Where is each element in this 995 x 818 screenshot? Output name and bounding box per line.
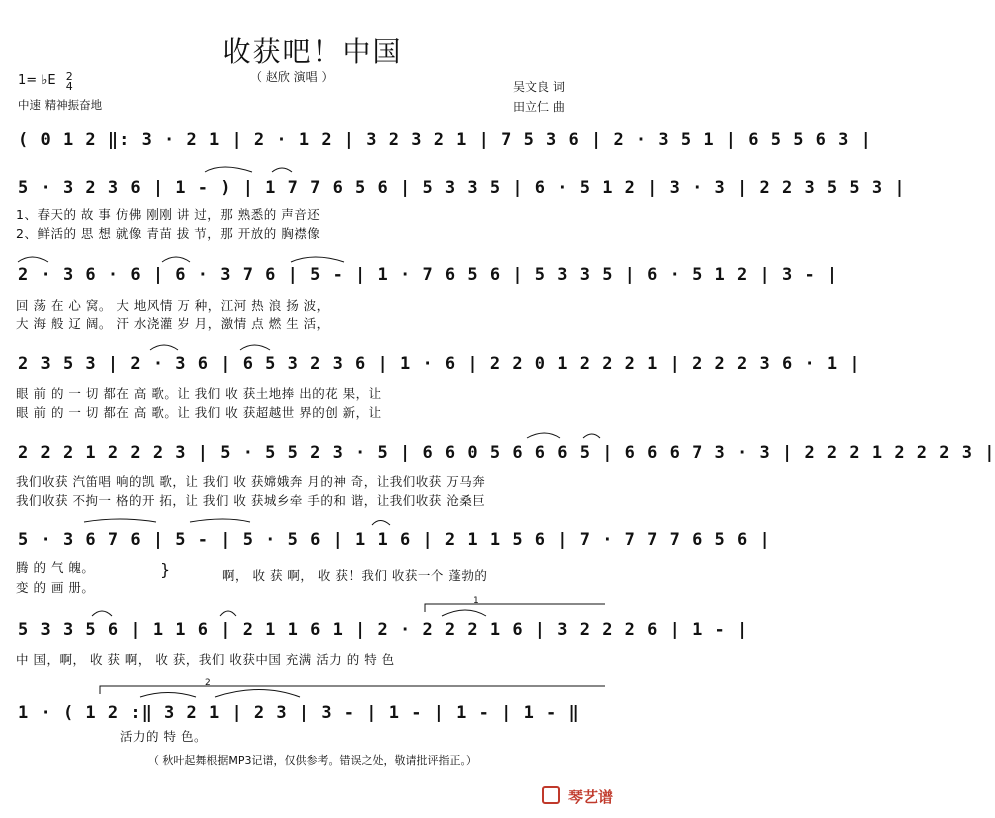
slur xyxy=(240,345,270,350)
score-line-8: 1 · ( 1 2 :‖ 3 2 1 | 2 3 | 3 - | 1 - | 1 - | 1 - ‖ xyxy=(18,703,580,723)
score-line-4: 2 3 5 3 | 2 · 3 6 | 6 5 3 2 3 6 | 1 · 6 | 2 2 0 1 2 2 2 1 | 2 2 2 3 6 · 1 | xyxy=(18,354,861,374)
slur xyxy=(150,345,178,350)
slur xyxy=(190,519,250,522)
score-line-7: 5 3 3 5 6 | 1 1 6 | 2 1 1 6 1 | 2 · 2 2 2 1 6 | 3 2 2 2 6 | 1 - | xyxy=(18,620,749,640)
score-line-5: 2 2 2 1 2 2 2 3 | 5 · 5 5 2 3 · 5 | 6 6 0 5 6 6 6 5 | 6 6 6 7 3 · 3 | 2 2 2 1 2 2 2 3 | xyxy=(18,443,995,463)
score-line-2: 5 · 3 2 3 6 | 1 - ) | 1 7 7 6 5 6 | 5 3 3 5 | 6 · 5 1 2 | 3 · 3 | 2 2 3 5 5 3 | xyxy=(18,178,906,198)
lyric-line-5a: 我们收获 汽笛唱 响的凯 歌，让 我们 收 获嫦娥奔 月的神 奇，让我们收获 万马奔 xyxy=(16,474,486,489)
slur xyxy=(527,433,560,438)
slur xyxy=(272,168,292,172)
score-line-6: 5 · 3 6 7 6 | 5 - | 5 · 5 6 | 1 1 6 | 2 1 1 5 6 | 7 · 7 7 7 6 5 6 | xyxy=(18,530,771,550)
lyric-line-6b: 变 的 画 册。 xyxy=(16,580,95,595)
slur xyxy=(205,167,252,172)
lyric-line-7: 中 国，啊， 收 获 啊， 收 获，我们 收获中国 充满 活力 的 特 色 xyxy=(16,652,395,667)
volta-1-bracket xyxy=(425,604,605,612)
composer-credit: 田立仁 曲 xyxy=(513,100,565,114)
time-signature-top: 2 xyxy=(65,70,73,83)
score-line-3: 2 · 3 6 · 6 | 6 · 3 7 6 | 5 - | 1 · 7 6 5 6 | 5 3 3 5 | 6 · 5 1 2 | 3 - | xyxy=(18,265,839,285)
slur xyxy=(18,257,48,262)
song-title: 收获吧！中国 xyxy=(222,35,403,68)
slur xyxy=(215,690,300,698)
slur xyxy=(291,257,344,262)
slur xyxy=(140,693,196,698)
brace-symbol: } xyxy=(160,560,171,579)
singer-credit: （ 赵欣 演唱 ） xyxy=(250,70,334,84)
tempo-marking: 中速 精神振奋地 xyxy=(18,98,103,112)
time-signature-bottom: 4 xyxy=(65,80,73,93)
lyric-line-4a: 眼 前 的 一 切 都在 高 歌。让 我们 收 获土地捧 出的花 果，让 xyxy=(16,386,382,401)
logo-icon xyxy=(542,786,560,804)
lyric-line-8: 活力的 特 色。 xyxy=(120,729,207,744)
lyric-line-6c: 啊， 收 获 啊， 收 获！我们 收获一个 蓬勃的 xyxy=(222,568,488,583)
slur xyxy=(583,434,600,438)
logo-text: 琴艺谱 xyxy=(567,788,613,806)
lyric-line-3a: 回 荡 在 心 窝。 大 地风情 万 种，江河 热 浪 扬 波， xyxy=(16,298,330,313)
lyric-line-5b: 我们收获 不拘一 格的开 拓，让 我们 收 获城乡牵 手的和 谐，让我们收获 沧桑巨 xyxy=(16,493,486,508)
key-text: 1= ♭E xyxy=(18,73,56,88)
footnote: （ 秋叶起舞根据MP3记谱，仅供参考。错误之处，敬请批评指正。） xyxy=(147,754,478,767)
volta-2-label: 2 xyxy=(205,678,211,688)
slur xyxy=(92,611,112,616)
slur xyxy=(162,257,190,262)
lyric-line-3b: 大 海 般 辽 阔。 汗 水浇灌 岁 月，激情 点 燃 生 活， xyxy=(16,316,330,331)
lyric-line-4b: 眼 前 的 一 切 都在 高 歌。让 我们 收 获超越世 界的创 新，让 xyxy=(16,405,382,420)
lyricist-credit: 吴文良 词 xyxy=(513,80,565,94)
slur xyxy=(220,611,236,616)
volta-1-label: 1 xyxy=(473,596,479,606)
lyric-line-2a: 1、春天的 故 事 仿佛 刚刚 讲 过，那 熟悉的 声音还 xyxy=(16,207,321,222)
lyric-line-2b: 2、鲜活的 思 想 就像 青苗 拔 节，那 开放的 胸襟像 xyxy=(16,226,321,241)
slur xyxy=(84,519,156,522)
slur xyxy=(442,610,486,616)
score-line-1: ( 0 1 2 ‖: 3 · 2 1 | 2 · 1 2 | 3 2 3 2 1 | 7 5 3 6 | 2 · 3 5 1 | 6 5 5 6 3 | xyxy=(18,130,872,150)
lyric-line-6a: 腾 的 气 魄。 xyxy=(16,560,95,575)
site-logo[interactable] xyxy=(542,786,613,807)
slur xyxy=(372,521,390,526)
